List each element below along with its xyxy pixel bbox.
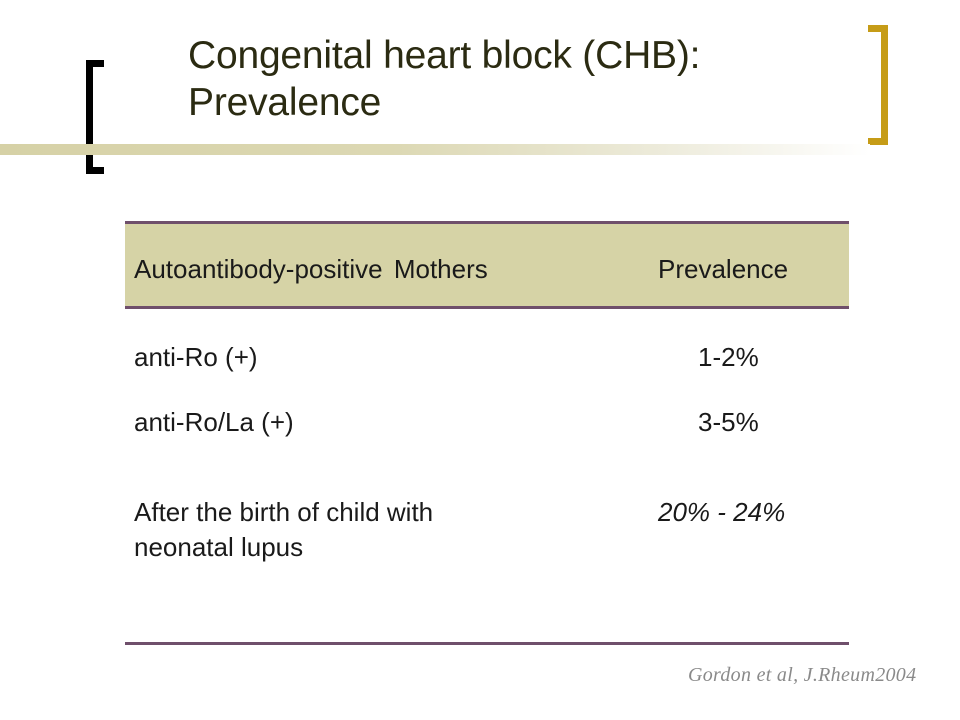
prevalence-table <box>125 221 849 646</box>
left-bracket-decoration <box>86 60 104 174</box>
title-line-1: Congenital heart block (CHB): <box>188 34 701 77</box>
header-mothers: Autoantibody-positive Mothers <box>134 254 488 284</box>
row-neonatal-lupus-value: 20% - 24% <box>658 497 786 527</box>
header-prevalence: Prevalence <box>658 254 789 284</box>
table-header-row <box>125 224 849 306</box>
row-anti-ro-value: 1-2% <box>698 342 759 372</box>
citation: Gordon et al, J.Rheum2004 <box>688 664 917 686</box>
right-bracket-decoration <box>868 25 888 145</box>
row-anti-ro-la-value: 3-5% <box>698 407 759 437</box>
table-bottom-rule <box>125 642 849 645</box>
title-underline-bar <box>0 144 870 155</box>
row-neonatal-lupus-label: After the birth of child with neonatal lupus <box>134 497 434 562</box>
row-anti-ro-label: anti-Ro (+) <box>134 342 258 372</box>
slide-title <box>188 32 848 126</box>
table-header-rule <box>125 306 849 309</box>
row-anti-ro-la-label: anti-Ro/La (+) <box>134 407 294 437</box>
title-line-2: Prevalence <box>188 81 382 124</box>
